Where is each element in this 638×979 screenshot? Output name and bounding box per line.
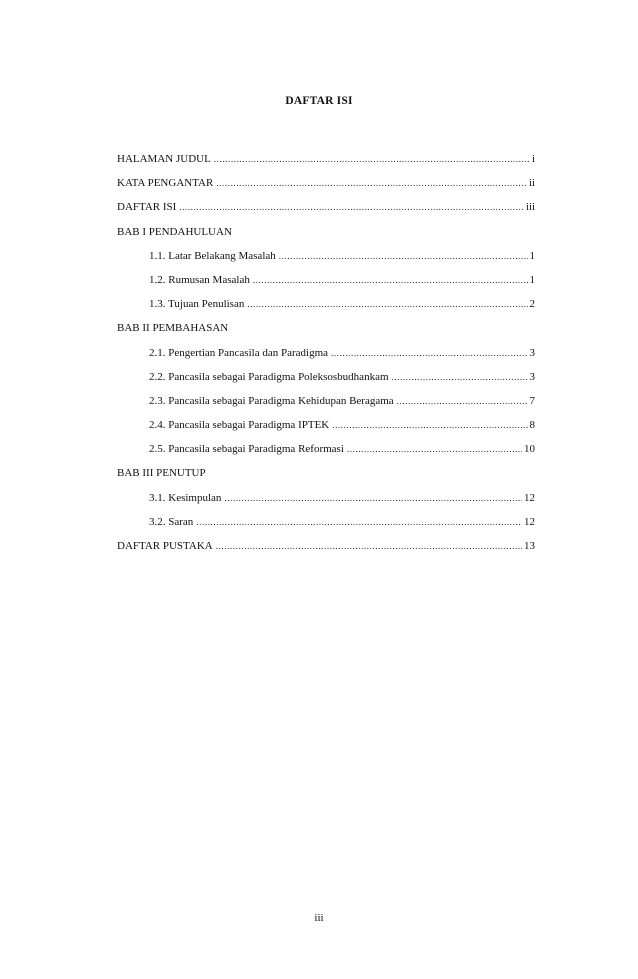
- toc-entry: [117, 486, 535, 510]
- dot-leader: [216, 171, 527, 195]
- toc-entry-label: 2.1. Pengertian Pancasila dan Paradigma: [149, 346, 329, 359]
- dot-leader: [279, 244, 528, 268]
- toc-chapter-heading: [117, 461, 535, 485]
- toc-entry-label: 2.5. Pancasila sebagai Paradigma Reformasi: [149, 443, 344, 456]
- toc-entry: [117, 389, 535, 413]
- toc-entry: [117, 413, 535, 437]
- toc-entry: [117, 147, 535, 171]
- toc-entry-label: 2.2. Pancasila sebagai Paradigma Poleksosbudhankam: [149, 370, 389, 383]
- toc-entry-label: 2.4. Pancasila sebagai Paradigma IPTEK: [149, 419, 330, 432]
- toc-entry-label: BAB III PENUTUP: [117, 467, 206, 480]
- toc-entry-page: iii: [525, 201, 535, 214]
- dot-leader: [179, 195, 524, 219]
- toc-entry-label: 2.3. Pancasila sebagai Paradigma Kehidupan Beragama: [149, 394, 394, 407]
- toc-entry-label: DAFTAR PUSTAKA: [117, 540, 213, 552]
- dot-leader: [247, 292, 527, 316]
- toc-entry-label: 3.1. Kesimpulan: [149, 491, 222, 504]
- toc-entry-label: HALAMAN JUDUL: [117, 153, 211, 165]
- toc-entry: [117, 341, 535, 365]
- toc-entry-page: 7: [529, 394, 535, 407]
- dot-leader: [347, 437, 522, 461]
- toc-entry-label: BAB I PENDAHULUAN: [117, 225, 232, 238]
- toc-entry: [117, 510, 535, 534]
- toc-chapter-heading: [117, 220, 535, 244]
- toc-entry-label: 1.1. Latar Belakang Masalah: [149, 249, 276, 262]
- toc-entry: [117, 244, 535, 268]
- toc-entry-page: 3: [529, 346, 535, 359]
- toc-entry-label: 1.3. Tujuan Penulisan: [149, 298, 245, 311]
- toc-entry-page: 10: [524, 443, 535, 456]
- dot-leader: [332, 413, 527, 437]
- dot-leader: [224, 486, 522, 510]
- page-title: DAFTAR ISI: [285, 95, 353, 107]
- dot-leader: [392, 365, 528, 389]
- dot-leader: [397, 389, 528, 413]
- toc-entry-page: 3: [529, 370, 535, 383]
- toc-entry: [117, 437, 535, 461]
- toc-entry-label: KATA PENGANTAR: [117, 177, 214, 190]
- page-number: iii: [314, 912, 324, 924]
- dot-leader: [331, 341, 527, 365]
- toc-entry-page: 12: [524, 515, 535, 528]
- toc-entry-page: 12: [524, 491, 535, 504]
- dot-leader: [214, 147, 530, 171]
- toc-chapter-heading: [117, 316, 535, 340]
- toc-entry-label: 3.2. Saran: [149, 515, 194, 528]
- toc-entry: [117, 195, 535, 219]
- toc-entry-page: 1: [529, 273, 535, 286]
- toc-entry-label: BAB II PEMBAHASAN: [117, 322, 229, 335]
- toc-entry: [117, 171, 535, 195]
- table-of-contents: [117, 147, 535, 558]
- dot-leader: [216, 534, 522, 558]
- toc-entry-page: ii: [528, 177, 535, 190]
- toc-entry: [117, 292, 535, 316]
- toc-entry: [117, 365, 535, 389]
- toc-entry-page: 8: [529, 419, 535, 432]
- toc-entry: [117, 534, 535, 558]
- toc-entry-label: DAFTAR ISI: [117, 201, 177, 214]
- dot-leader: [196, 510, 522, 534]
- toc-entry-label: 1.2. Rumusan Masalah: [149, 273, 250, 286]
- toc-entry-page: 1: [529, 249, 535, 262]
- toc-entry-page: i: [531, 153, 535, 165]
- toc-entry: [117, 268, 535, 292]
- toc-entry-page: 2: [529, 298, 535, 311]
- toc-entry-page: 13: [524, 540, 535, 552]
- dot-leader: [253, 268, 528, 292]
